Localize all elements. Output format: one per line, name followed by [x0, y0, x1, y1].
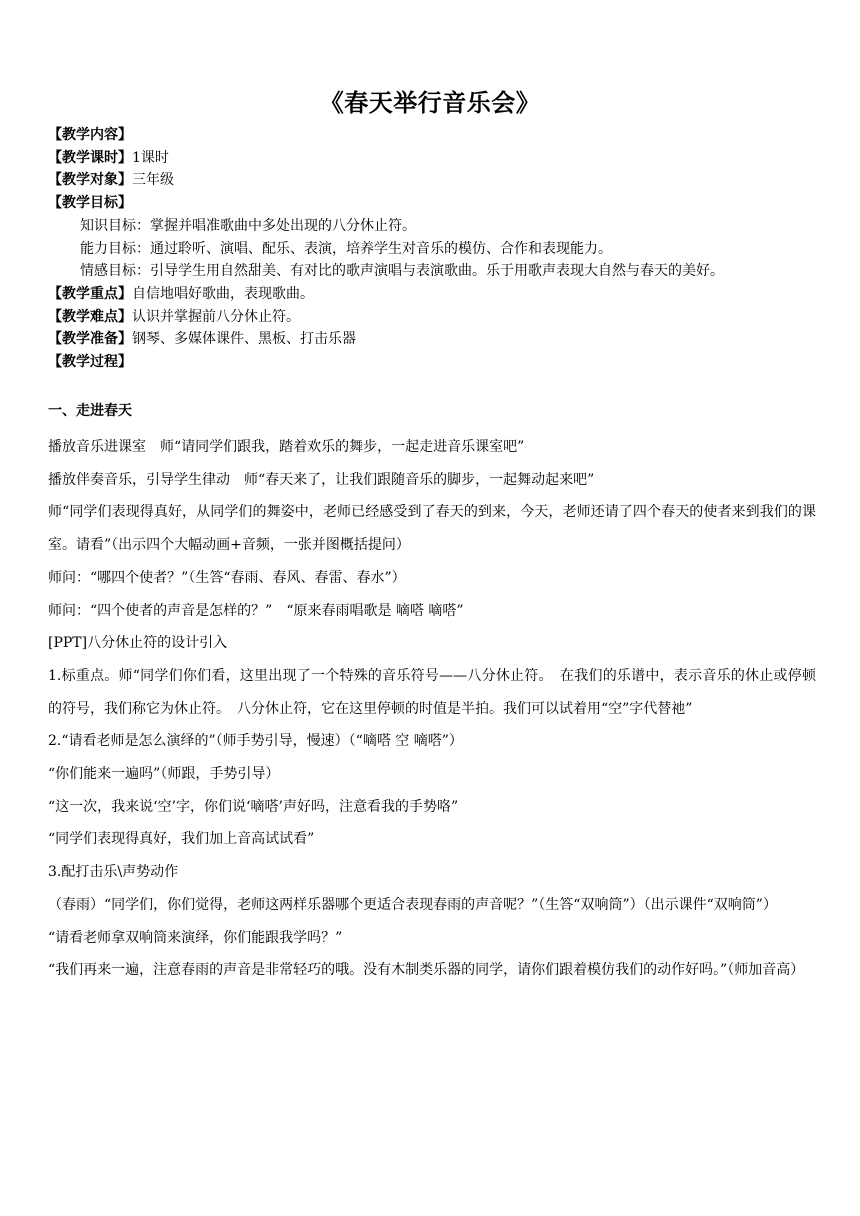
goal-ability: 能力目标：通过聆听、演唱、配乐、表演，培养学生对音乐的模仿、合作和表现能力。: [80, 240, 612, 257]
hours-label: 【教学课时】: [48, 149, 132, 166]
lesson-header: [48, 124, 828, 374]
content-row: [48, 124, 828, 147]
paragraph: 1.标重点。师“同学们你们看，这里出现了一个特殊的音乐符号——八分休止符。 在我们的乐谱中，表示音乐的休止或停顿的符号，我们称它为休止符。 八分休止符，它在这里停顿的时值是半拍。我们可以试着用“空”字代替祂”: [48, 667, 816, 717]
hours-value: 1课时: [132, 149, 169, 166]
key-point-value: 自信地唱好歌曲，表现歌曲。: [132, 285, 314, 302]
difficulty-row: [48, 306, 828, 329]
content-label: 【教学内容】: [48, 127, 132, 143]
difficulty-value: 认识并掌握前八分休止符。: [132, 308, 300, 325]
paragraph: 师问：“四个使者的声音是怎样的？” “原来春雨唱歌是 嘀嗒 嘀嗒”: [48, 602, 464, 619]
target-row: [48, 169, 828, 192]
paragraph: 3.配打击乐\声势动作: [48, 864, 179, 881]
paragraph: 师“同学们表现得真好，从同学们的舞姿中，老师已经感受到了春天的到来，今天，老师还请了四个春天的使者来到我们的课室。请看”（出示四个大幅动画+音频，一张并图概括提问）: [48, 504, 816, 554]
paragraph: （春雨）“同学们，你们觉得，老师这两样乐器哪个更适合表现春雨的声音呢？”（生答“双响筒”）（出示课件“双响筒”）: [48, 896, 777, 913]
key-point-label: 【教学重点】: [48, 285, 132, 302]
key-point-row: [48, 283, 828, 306]
target-value: 三年级: [132, 172, 174, 189]
document-title: 《春天举行音乐会》: [319, 88, 541, 117]
goals-row: [48, 192, 828, 215]
paragraph: “你们能来一遍吗”（师跟，手势引导）: [48, 766, 280, 783]
process-row: [48, 351, 828, 374]
preparation-label: 【教学准备】: [48, 331, 132, 348]
goal-knowledge: 知识目标：掌握并唱准歌曲中多处出现的八分休止符。: [80, 217, 416, 234]
paragraph: 播放伴奏音乐，引导学生律动 师“春天来了，让我们跟随音乐的脚步，一起舞动起来吧”: [48, 471, 595, 488]
paragraph: “同学们表现得真好，我们加上音高试试看”: [48, 831, 315, 848]
target-label: 【教学对象】: [48, 172, 132, 189]
preparation-value: 钢琴、多媒体课件、黑板、打击乐器: [132, 331, 356, 348]
paragraph: “这一次，我来说‘空’字，你们说‘嘀嗒’声好吗，注意看我的手势咯”: [48, 798, 459, 815]
paragraph: [PPT]八分休止符的设计引入: [48, 635, 228, 652]
process-label: 【教学过程】: [48, 354, 132, 371]
difficulty-label: 【教学难点】: [48, 308, 132, 325]
paragraph: 播放音乐进课室 师“请同学们跟我，踏着欢乐的舞步，一起走进音乐课室吧”: [48, 439, 525, 455]
paragraph: “请看老师拿双响筒来演绎，你们能跟我学吗？”: [48, 929, 343, 946]
paragraph: 师问：“哪四个使者？”（生答“春雨、春风、春雷、春水”）: [48, 569, 406, 586]
lesson-body: [48, 400, 816, 987]
goal-emotion: 情感目标：引导学生用自然甜美、有对比的歌声演唱与表演歌曲。乐于用歌声表现大自然与春天的美好。: [80, 263, 724, 280]
paragraph: 2.“请看老师是怎么演绎的”（师手势引导，慢速）（“嘀嗒 空 嘀嗒”）: [48, 733, 463, 750]
preparation-row: [48, 328, 828, 351]
hours-row: [48, 147, 828, 170]
goals-label: 【教学目标】: [48, 195, 132, 212]
paragraph: “我们再来一遍，注意春雨的声音是非常轻巧的哦。没有木制类乐器的同学，请你们跟着模仿我们的动作好吗。”（师加音高）: [48, 962, 805, 979]
section-heading: 一、走进春天: [48, 403, 132, 419]
